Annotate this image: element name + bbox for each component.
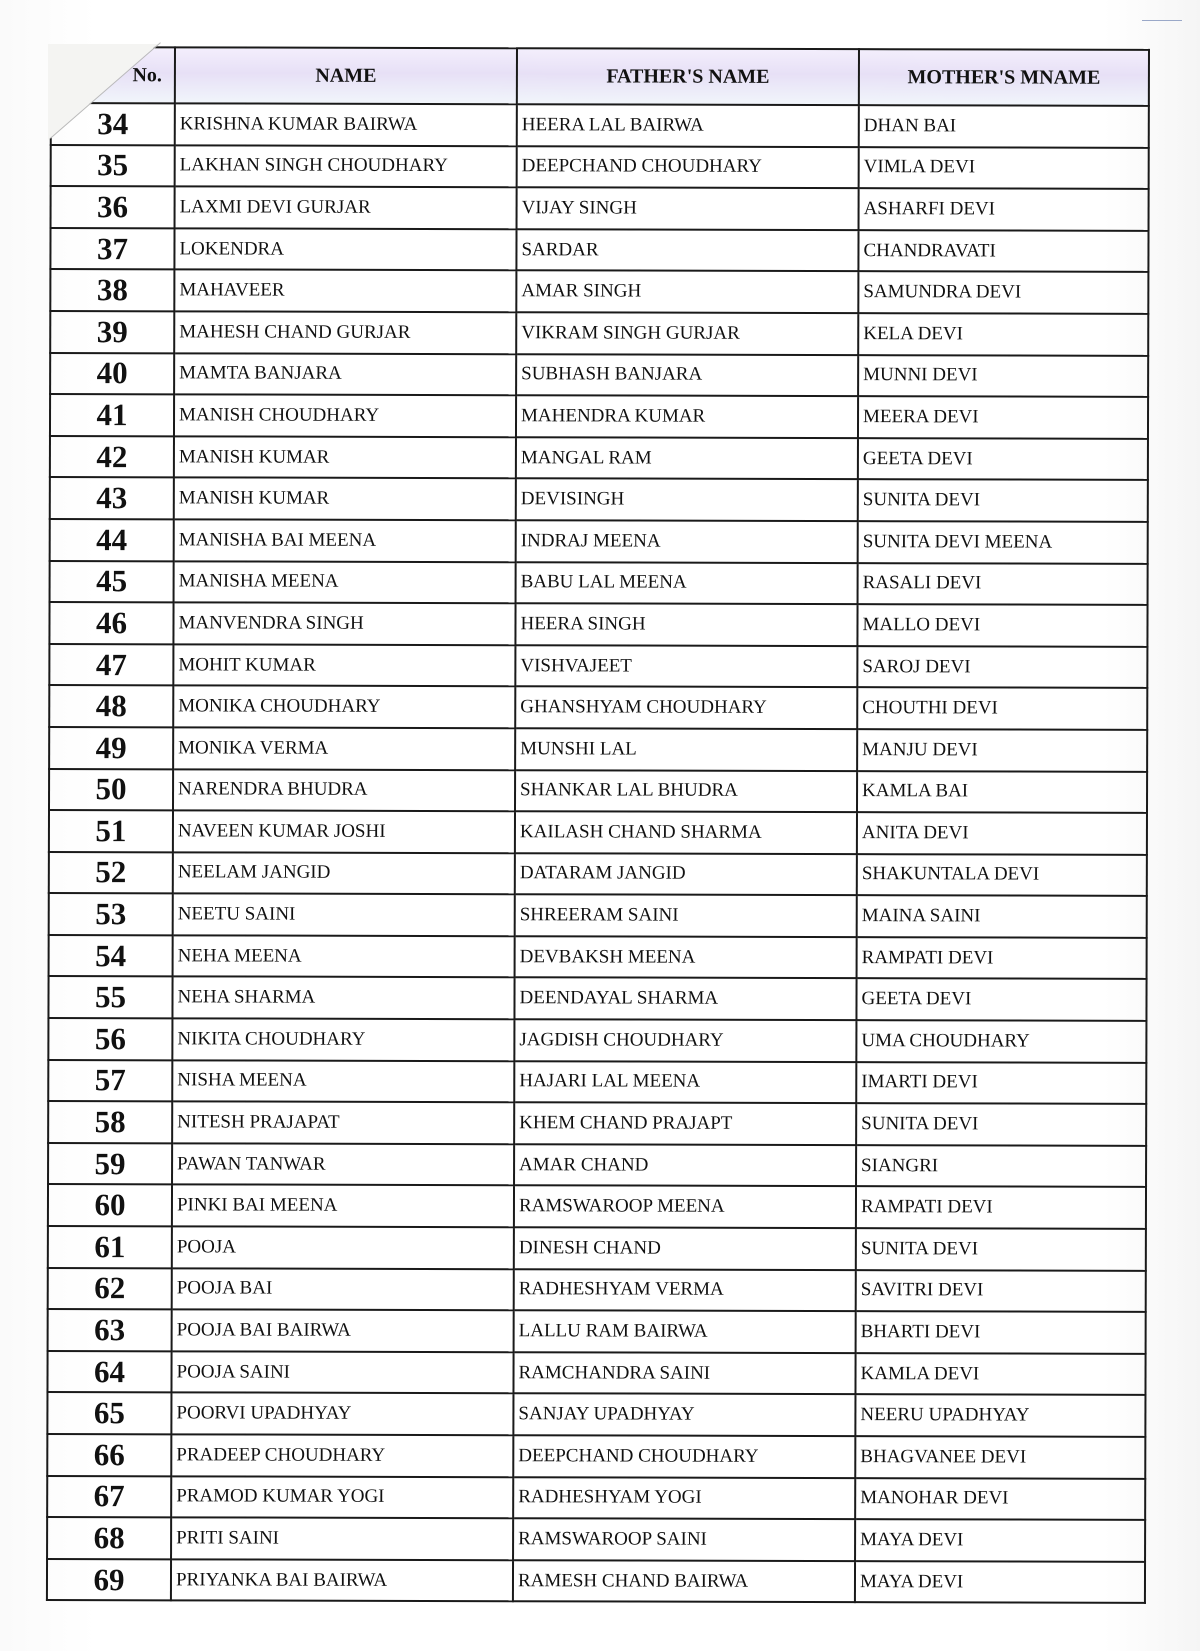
name-cell: NAVEEN KUMAR JOSHI (173, 810, 515, 852)
serial-number-cell: 56 (48, 1018, 172, 1060)
name-cell: MONIKA CHOUDHARY (173, 686, 515, 728)
serial-number-cell: 42 (50, 436, 174, 478)
father-name-cell: VIJAY SINGH (517, 187, 859, 229)
mother-name-cell: MEERA DEVI (858, 396, 1148, 438)
serial-number-cell: 58 (48, 1101, 172, 1143)
name-cell: MOHIT KUMAR (173, 644, 515, 686)
table-row (47, 1517, 1145, 1561)
table-row (47, 1392, 1145, 1436)
name-cell: PAWAN TANWAR (172, 1143, 514, 1185)
table-row (49, 727, 1147, 771)
table-row (48, 976, 1146, 1020)
name-cell: POORVI UPADHYAY (171, 1393, 513, 1435)
header-father-name: FATHER'S NAME (517, 48, 859, 105)
mother-name-cell: BHARTI DEVI (856, 1311, 1146, 1353)
name-cell: MANISH CHOUDHARY (174, 394, 516, 436)
table-row (47, 1351, 1145, 1395)
father-name-cell: DEVISINGH (516, 479, 858, 521)
father-name-cell: SHREERAM SAINI (515, 895, 857, 937)
name-cell: MANISHA BAI MEENA (174, 519, 516, 561)
father-name-cell: RAMSWAROOP MEENA (514, 1186, 856, 1228)
mother-name-cell: DHAN BAI (859, 105, 1149, 147)
mother-name-cell: ANITA DEVI (857, 812, 1147, 854)
name-cell: NISHA MEENA (172, 1060, 514, 1102)
mother-name-cell: SUNITA DEVI (856, 1228, 1146, 1270)
serial-number-cell: 66 (47, 1434, 171, 1476)
father-name-cell: RADHESHYAM VERMA (514, 1269, 856, 1311)
name-cell: PRIYANKA BAI BAIRWA (171, 1559, 513, 1601)
father-name-cell: RADHESHYAM YOGI (513, 1477, 855, 1519)
serial-number-cell: 35 (51, 145, 175, 187)
name-cell: NEELAM JANGID (173, 852, 515, 894)
serial-number-cell: 47 (49, 644, 173, 686)
serial-number-cell: 37 (50, 228, 174, 270)
mother-name-cell: UMA CHOUDHARY (856, 1020, 1146, 1062)
serial-number-cell: 40 (50, 353, 174, 395)
serial-number-cell: 50 (49, 769, 173, 811)
serial-number-cell: 67 (47, 1476, 171, 1518)
serial-number-cell: 62 (48, 1268, 172, 1310)
table-row (48, 1184, 1146, 1228)
name-cell: MANISH KUMAR (174, 478, 516, 520)
mother-name-cell: SUNITA DEVI (858, 479, 1148, 521)
table-row (48, 1226, 1146, 1270)
name-cell: MANVENDRA SINGH (173, 602, 515, 644)
serial-number-cell: 44 (50, 519, 174, 561)
name-cell: POOJA (172, 1226, 514, 1268)
serial-number-cell: 60 (48, 1184, 172, 1226)
father-name-cell: INDRAJ MEENA (516, 520, 858, 562)
name-cell: MAHAVEER (174, 270, 516, 312)
name-cell: KRISHNA KUMAR BAIRWA (175, 103, 517, 145)
father-name-cell: KHEM CHAND PRAJAPT (514, 1102, 856, 1144)
father-name-cell: DATARAM JANGID (515, 853, 857, 895)
serial-number-cell: 54 (49, 935, 173, 977)
serial-number-cell: 34 (51, 103, 175, 145)
mother-name-cell: MAYA DEVI (855, 1519, 1145, 1561)
serial-number-cell: 65 (47, 1392, 171, 1434)
mother-name-cell: KAMLA DEVI (855, 1353, 1145, 1395)
table-row (48, 1309, 1146, 1353)
name-cell: MONIKA VERMA (173, 727, 515, 769)
father-name-cell: HAJARI LAL MEENA (514, 1061, 856, 1103)
name-cell: PRITI SAINI (171, 1518, 513, 1560)
name-cell: POOJA SAINI (171, 1351, 513, 1393)
table-row (50, 269, 1148, 313)
father-name-cell: KAILASH CHAND SHARMA (515, 811, 857, 853)
father-name-cell: MUNSHI LAL (515, 728, 857, 770)
serial-number-cell: 69 (47, 1559, 171, 1601)
mother-name-cell: SUNITA DEVI MEENA (858, 521, 1148, 563)
name-cell: MANISHA MEENA (174, 561, 516, 603)
table-row (49, 893, 1147, 937)
name-cell: NEETU SAINI (173, 894, 515, 936)
table-row (47, 1434, 1145, 1478)
father-name-cell: DEEPCHAND CHOUDHARY (517, 146, 859, 188)
serial-number-cell: 57 (48, 1060, 172, 1102)
father-name-cell: HEERA LAL BAIRWA (517, 104, 859, 146)
table-row (50, 436, 1148, 480)
father-name-cell: RAMSWAROOP SAINI (513, 1518, 855, 1560)
name-cell: LAKHAN SINGH CHOUDHARY (175, 145, 517, 187)
serial-number-cell: 41 (50, 394, 174, 436)
mother-name-cell: SIANGRI (856, 1145, 1146, 1187)
father-name-cell: MANGAL RAM (516, 437, 858, 479)
table-row (48, 1268, 1146, 1312)
mother-name-cell: ASHARFI DEVI (859, 188, 1149, 230)
header-mother-name: MOTHER'S MNAME (859, 49, 1149, 106)
table-row (48, 1101, 1146, 1145)
table-row (49, 852, 1147, 896)
father-name-cell: AMAR SINGH (516, 271, 858, 313)
serial-number-cell: 61 (48, 1226, 172, 1268)
table-row (50, 228, 1148, 272)
mother-name-cell: IMARTI DEVI (856, 1062, 1146, 1104)
father-name-cell: BABU LAL MEENA (516, 562, 858, 604)
serial-number-cell: 64 (47, 1351, 171, 1393)
table-row (47, 1476, 1145, 1520)
table-row (48, 1018, 1146, 1062)
table-row (50, 311, 1148, 355)
name-cell: PRAMOD KUMAR YOGI (171, 1476, 513, 1518)
father-name-cell: VIKRAM SINGH GURJAR (516, 312, 858, 354)
father-name-cell: DEENDAYAL SHARMA (514, 978, 856, 1020)
name-cell: POOJA BAI (172, 1268, 514, 1310)
name-cell: LAXMI DEVI GURJAR (175, 187, 517, 229)
father-name-cell: LALLU RAM BAIRWA (514, 1310, 856, 1352)
table-row (50, 561, 1148, 605)
name-cell: MAMTA BANJARA (174, 353, 516, 395)
header-serial-no: No. (51, 47, 175, 103)
serial-number-cell: 59 (48, 1143, 172, 1185)
table-body (47, 103, 1149, 1603)
table-row (50, 394, 1148, 438)
mother-name-cell: CHANDRAVATI (858, 230, 1148, 272)
mother-name-cell: NEERU UPADHYAY (855, 1395, 1145, 1437)
name-cell: PINKI BAI MEENA (172, 1185, 514, 1227)
father-name-cell: SANJAY UPADHYAY (513, 1394, 855, 1436)
mother-name-cell: SAMUNDRA DEVI (858, 271, 1148, 313)
table-row (48, 1060, 1146, 1104)
father-name-cell: DEEPCHAND CHOUDHARY (513, 1435, 855, 1477)
scan-edge-mark (1142, 20, 1182, 21)
name-cell: NITESH PRAJAPAT (172, 1102, 514, 1144)
table-row (49, 769, 1147, 813)
name-cell: POOJA BAI BAIRWA (172, 1310, 514, 1352)
father-name-cell: VISHVAJEET (515, 645, 857, 687)
table-row (49, 810, 1147, 854)
mother-name-cell: RASALI DEVI (858, 563, 1148, 605)
name-cell: NEHA SHARMA (172, 977, 514, 1019)
name-cell: NEHA MEENA (173, 935, 515, 977)
mother-name-cell: MANOHAR DEVI (855, 1478, 1145, 1520)
table-row (51, 145, 1149, 189)
mother-name-cell: BHAGVANEE DEVI (855, 1436, 1145, 1478)
serial-number-cell: 68 (47, 1517, 171, 1559)
serial-number-cell: 52 (49, 852, 173, 894)
name-cell: NIKITA CHOUDHARY (172, 1018, 514, 1060)
father-name-cell: DEVBAKSH MEENA (515, 936, 857, 978)
table-row (49, 602, 1147, 646)
table-row (47, 1559, 1145, 1603)
header-name: NAME (175, 47, 517, 104)
table-row (48, 1143, 1146, 1187)
father-name-cell: SHANKAR LAL BHUDRA (515, 770, 857, 812)
serial-number-cell: 63 (48, 1309, 172, 1351)
father-name-cell: RAMESH CHAND BAIRWA (513, 1560, 855, 1602)
serial-number-cell: 45 (50, 561, 174, 603)
name-cell: MANISH KUMAR (174, 436, 516, 478)
serial-number-cell: 48 (49, 685, 173, 727)
mother-name-cell: MAINA SAINI (857, 895, 1147, 937)
serial-number-cell: 51 (49, 810, 173, 852)
table-row (50, 519, 1148, 563)
mother-name-cell: SHAKUNTALA DEVI (857, 854, 1147, 896)
mother-name-cell: KAMLA BAI (857, 771, 1147, 813)
serial-number-cell: 53 (49, 893, 173, 935)
name-cell: LOKENDRA (174, 228, 516, 270)
table-row (49, 685, 1147, 729)
header-row (51, 47, 1149, 106)
mother-name-cell: GEETA DEVI (858, 438, 1148, 480)
father-name-cell: SUBHASH BANJARA (516, 354, 858, 396)
name-cell: NARENDRA BHUDRA (173, 769, 515, 811)
father-name-cell: DINESH CHAND (514, 1227, 856, 1269)
mother-name-cell: CHOUTHI DEVI (857, 687, 1147, 729)
father-name-cell: HEERA SINGH (515, 603, 857, 645)
father-name-cell: JAGDISH CHOUDHARY (514, 1019, 856, 1061)
mother-name-cell: MAYA DEVI (855, 1561, 1145, 1603)
father-name-cell: SARDAR (516, 229, 858, 271)
serial-number-cell: 39 (50, 311, 174, 353)
table-row (51, 186, 1149, 230)
serial-number-cell: 49 (49, 727, 173, 769)
mother-name-cell: MUNNI DEVI (858, 355, 1148, 397)
serial-number-cell: 46 (49, 602, 173, 644)
mother-name-cell: MANJU DEVI (857, 729, 1147, 771)
serial-number-cell: 38 (50, 269, 174, 311)
mother-name-cell: GEETA DEVI (856, 979, 1146, 1021)
mother-name-cell: RAMPATI DEVI (856, 1187, 1146, 1229)
table-row (50, 477, 1148, 521)
father-name-cell: MAHENDRA KUMAR (516, 395, 858, 437)
table-row (49, 935, 1147, 979)
mother-name-cell: RAMPATI DEVI (857, 937, 1147, 979)
serial-number-cell: 36 (51, 186, 175, 228)
student-roster-table (46, 46, 1150, 1604)
name-cell: PRADEEP CHOUDHARY (171, 1434, 513, 1476)
mother-name-cell: SAROJ DEVI (857, 646, 1147, 688)
name-cell: MAHESH CHAND GURJAR (174, 311, 516, 353)
table-row (49, 644, 1147, 688)
father-name-cell: AMAR CHAND (514, 1144, 856, 1186)
serial-number-cell: 55 (48, 976, 172, 1018)
mother-name-cell: MALLO DEVI (857, 604, 1147, 646)
mother-name-cell: VIMLA DEVI (859, 147, 1149, 189)
serial-number-cell: 43 (50, 477, 174, 519)
table-header (51, 47, 1149, 106)
mother-name-cell: SAVITRI DEVI (856, 1270, 1146, 1312)
mother-name-cell: KELA DEVI (858, 313, 1148, 355)
mother-name-cell: SUNITA DEVI (856, 1103, 1146, 1145)
father-name-cell: GHANSHYAM CHOUDHARY (515, 687, 857, 729)
table-row (51, 103, 1149, 147)
father-name-cell: RAMCHANDRA SAINI (513, 1352, 855, 1394)
table-row (50, 353, 1148, 397)
